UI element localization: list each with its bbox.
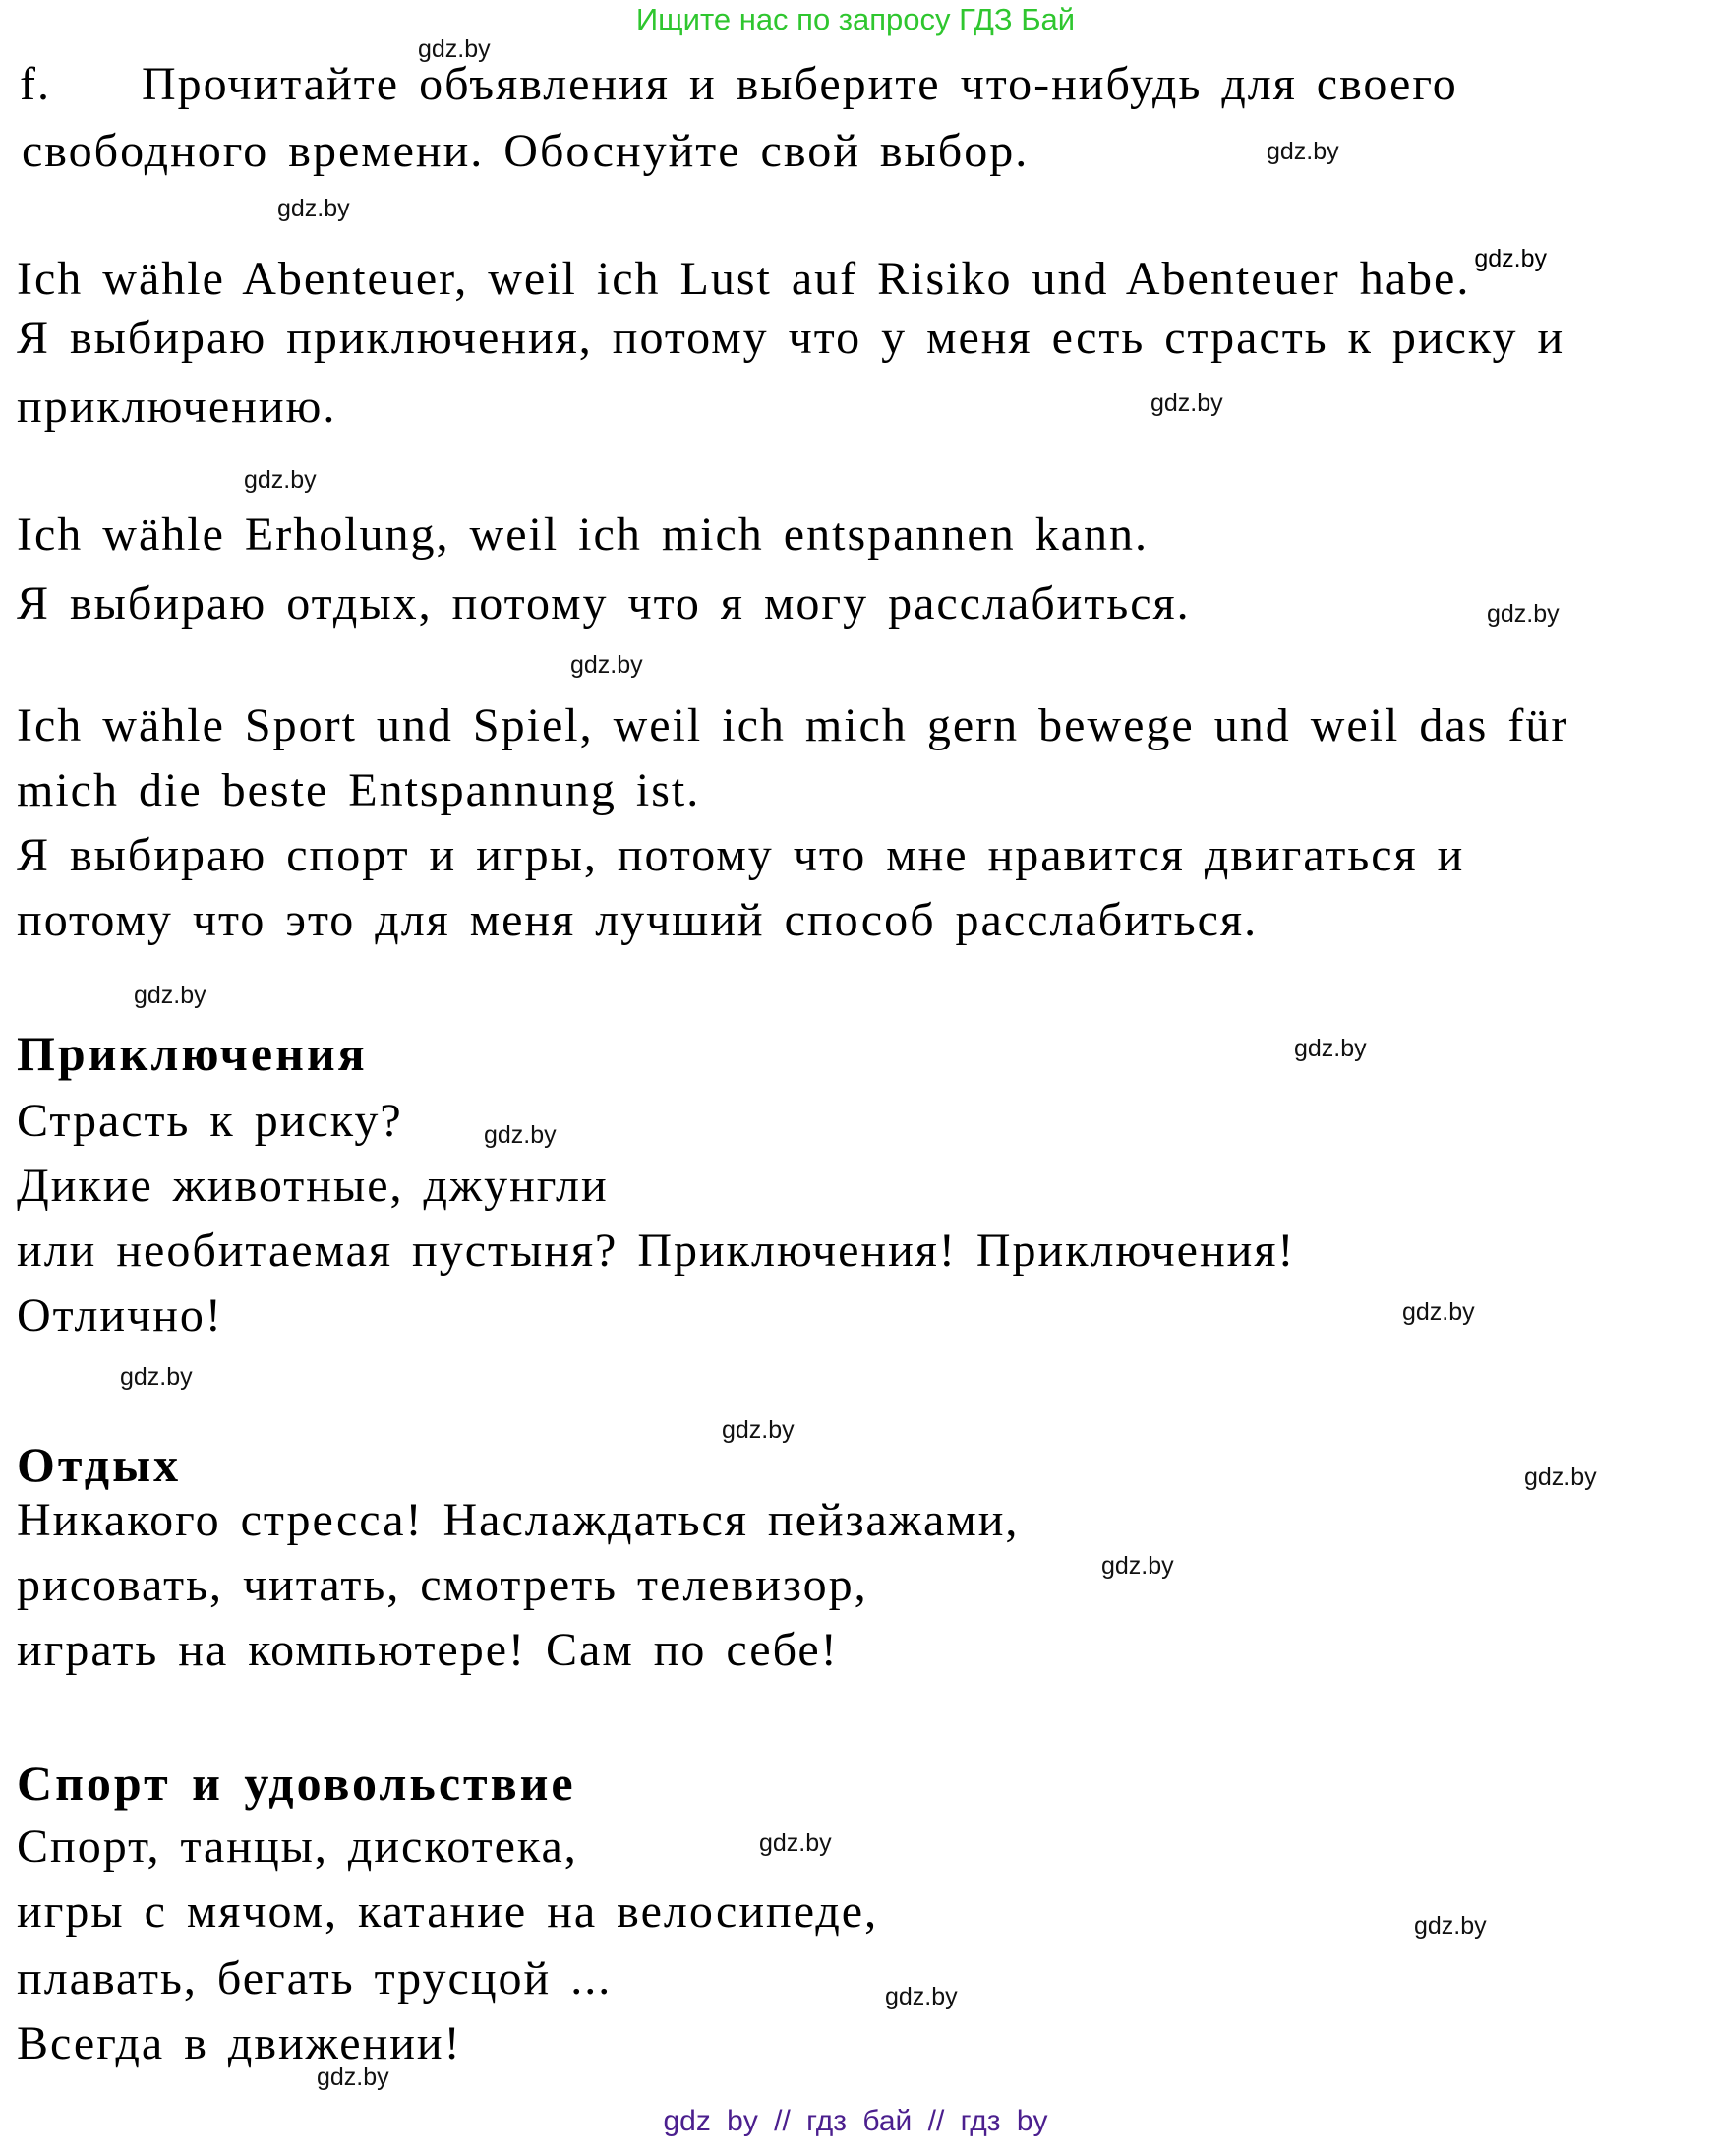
ad-sport-title: Спорт и удовольствие bbox=[17, 1756, 576, 1811]
ad-sport-line-1: Спорт, танцы, дискотека, bbox=[17, 1821, 578, 1873]
answer-1-de-text: Ich wähle Abenteuer, weil ich Lust auf Risiko und Abenteuer habe. bbox=[17, 253, 1471, 305]
watermark: gdz.by bbox=[570, 651, 643, 679]
watermark: gdz.by bbox=[1267, 138, 1339, 165]
watermark: gdz.by bbox=[885, 1983, 958, 2010]
ad-adventure-line-1: Страсть к риску? bbox=[17, 1095, 403, 1147]
ad-adventure-title: Приключения bbox=[17, 1026, 368, 1081]
ad-rest-line-3: играть на компьютере! Сам по себе! bbox=[17, 1624, 839, 1676]
watermark: gdz.by bbox=[244, 466, 317, 494]
watermark: gdz.by bbox=[722, 1416, 795, 1444]
watermark: gdz.by bbox=[1414, 1912, 1487, 1940]
answer-3-de-line-2: mich die beste Entspannung ist. bbox=[17, 764, 701, 816]
watermark: gdz.by bbox=[1101, 1552, 1174, 1580]
watermark: gdz.by bbox=[484, 1121, 557, 1149]
watermark: gdz.by bbox=[317, 2064, 389, 2091]
watermark: gdz.by bbox=[1524, 1464, 1597, 1491]
answer-3-ru-line-2: потому что это для меня лучший способ расслабиться. bbox=[17, 894, 1259, 946]
watermark: gdz.by bbox=[1474, 245, 1548, 272]
task-text-line-1: Прочитайте объявления и выберите что-нибудь для своего bbox=[141, 58, 1458, 110]
ad-adventure-line-4: Отлично! bbox=[17, 1289, 223, 1342]
task-label: f. bbox=[20, 58, 51, 110]
ad-rest-title: Отдых bbox=[17, 1437, 182, 1492]
watermark: gdz.by bbox=[134, 982, 206, 1009]
answer-1-ru-line-1: Я выбираю приключения, потому что у меня есть страсть к риску и bbox=[17, 312, 1565, 364]
watermark: gdz.by bbox=[1402, 1298, 1475, 1326]
ad-adventure-line-2: Дикие животные, джунгли bbox=[17, 1160, 609, 1212]
watermark: gdz.by bbox=[1150, 389, 1223, 417]
answer-2-de: Ich wähle Erholung, weil ich mich entspannen kann. bbox=[17, 509, 1150, 561]
watermark: gdz.by bbox=[759, 1829, 832, 1857]
task-text-line-2: свободного времени. Обоснуйте свой выбор. bbox=[22, 125, 1030, 177]
answer-3-de-line-1: Ich wähle Sport und Spiel, weil ich mich gern bewege und weil das für bbox=[17, 699, 1569, 751]
watermark: gdz.by bbox=[1487, 600, 1560, 628]
answer-3-ru-line-1: Я выбираю спорт и игры, потому что мне нравится двигаться и bbox=[17, 829, 1465, 881]
footer-credits: gdz by // гдз бай // гдз by bbox=[663, 2105, 1048, 2137]
ad-sport-line-2: игры с мячом, катание на велосипеде, bbox=[17, 1886, 879, 1938]
watermark: gdz.by bbox=[277, 195, 350, 222]
promo-banner: Ищите нас по запросу ГДЗ Бай bbox=[635, 2, 1076, 36]
ad-sport-line-3: плавать, бегать трусцой ... bbox=[17, 1952, 613, 2005]
watermark: gdz.by bbox=[418, 35, 491, 63]
task-line-1 bbox=[20, 59, 1458, 111]
answer-1-de bbox=[17, 246, 1547, 306]
ad-sport-line-4: Всегда в движении! bbox=[17, 2017, 462, 2069]
watermark: gdz.by bbox=[1294, 1035, 1367, 1062]
ad-rest-line-1: Никакого стресса! Наслаждаться пейзажами, bbox=[17, 1494, 1020, 1546]
watermark: gdz.by bbox=[120, 1363, 193, 1391]
answer-2-ru: Я выбираю отдых, потому что я могу расслабиться. bbox=[17, 577, 1191, 629]
ad-rest-line-2: рисовать, читать, смотреть телевизор, bbox=[17, 1559, 868, 1611]
ad-adventure-line-3: или необитаемая пустыня? Приключения! Приключения! bbox=[17, 1225, 1296, 1277]
answer-1-ru-line-2: приключению. bbox=[17, 381, 337, 433]
